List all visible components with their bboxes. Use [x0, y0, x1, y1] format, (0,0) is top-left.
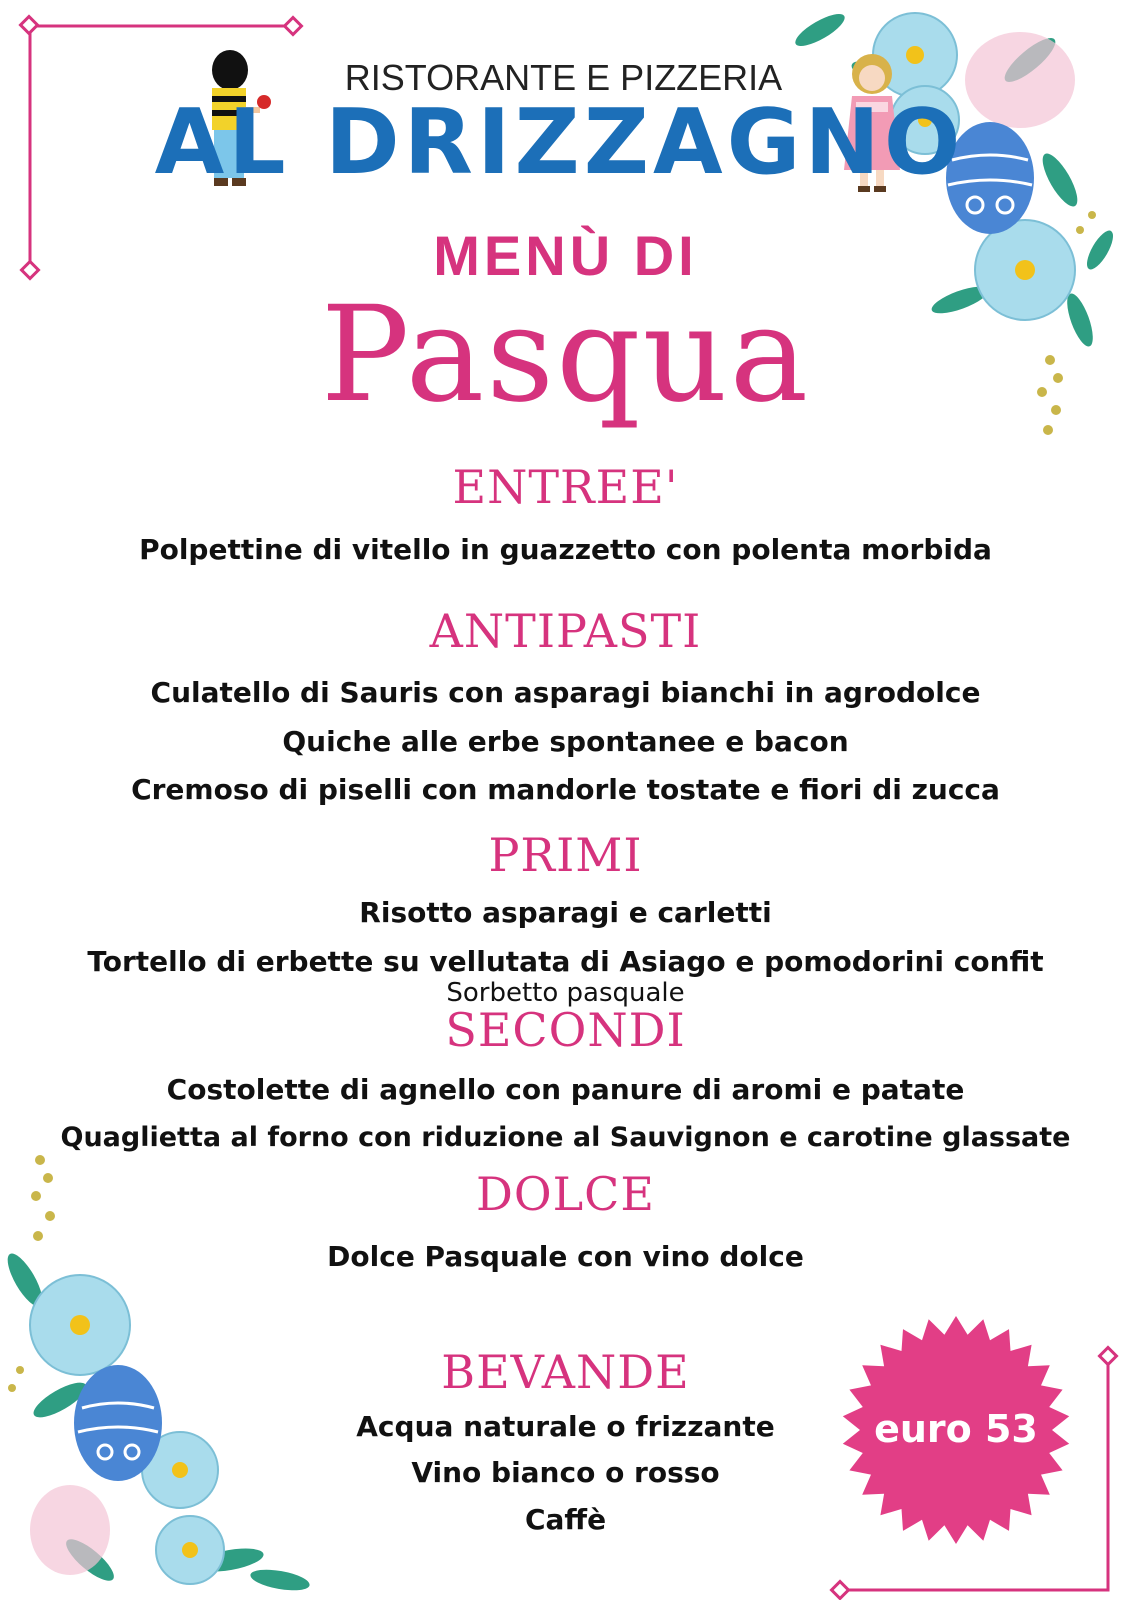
section-heading-secondi: SECONDI	[445, 1003, 686, 1057]
menu-item: Polpettine di vitello in guazzetto con polenta morbida	[139, 533, 992, 566]
menu-item: Caffè	[524, 1503, 607, 1536]
menu-title-line2: Pasqua	[320, 278, 811, 432]
restaurant-brand: AL DRIZZAGNO	[154, 90, 965, 195]
price-label: euro 53	[874, 1407, 1038, 1451]
menu-item-sorbetto: Sorbetto pasquale	[446, 978, 685, 1008]
menu-item: Vino bianco o rosso	[411, 1456, 720, 1489]
menu-item: Quaglietta al forno con riduzione al Sauvignon e carotine glassate	[60, 1122, 1071, 1153]
menu-item: Dolce Pasquale con vino dolce	[327, 1240, 804, 1273]
restaurant-subtitle: RISTORANTE E PIZZERIA	[344, 57, 783, 98]
section-heading-primi: PRIMI	[488, 828, 643, 882]
section-heading-dolce: DOLCE	[476, 1167, 655, 1221]
menu-item: Cremoso di piselli con mandorle tostate e fiori di zucca	[131, 773, 1000, 806]
menu-item: Acqua naturale o frizzante	[356, 1410, 775, 1443]
section-heading-antipasti: ANTIPASTI	[429, 604, 702, 658]
menu-title-line1: MENÙ DI	[433, 224, 698, 287]
menu-item: Culatello di Sauris con asparagi bianchi in agrodolce	[150, 676, 981, 709]
menu-item: Quiche alle erbe spontanee e bacon	[282, 725, 849, 758]
menu-item: Costolette di agnello con panure di aromi e patate	[166, 1073, 965, 1106]
section-heading-bevande: BEVANDE	[441, 1345, 690, 1399]
menu-item: Risotto asparagi e carletti	[359, 896, 772, 929]
section-heading-entree: ENTREE'	[452, 460, 679, 514]
menu-item: Tortello di erbette su vellutata di Asiago e pomodorini confit	[87, 945, 1044, 978]
